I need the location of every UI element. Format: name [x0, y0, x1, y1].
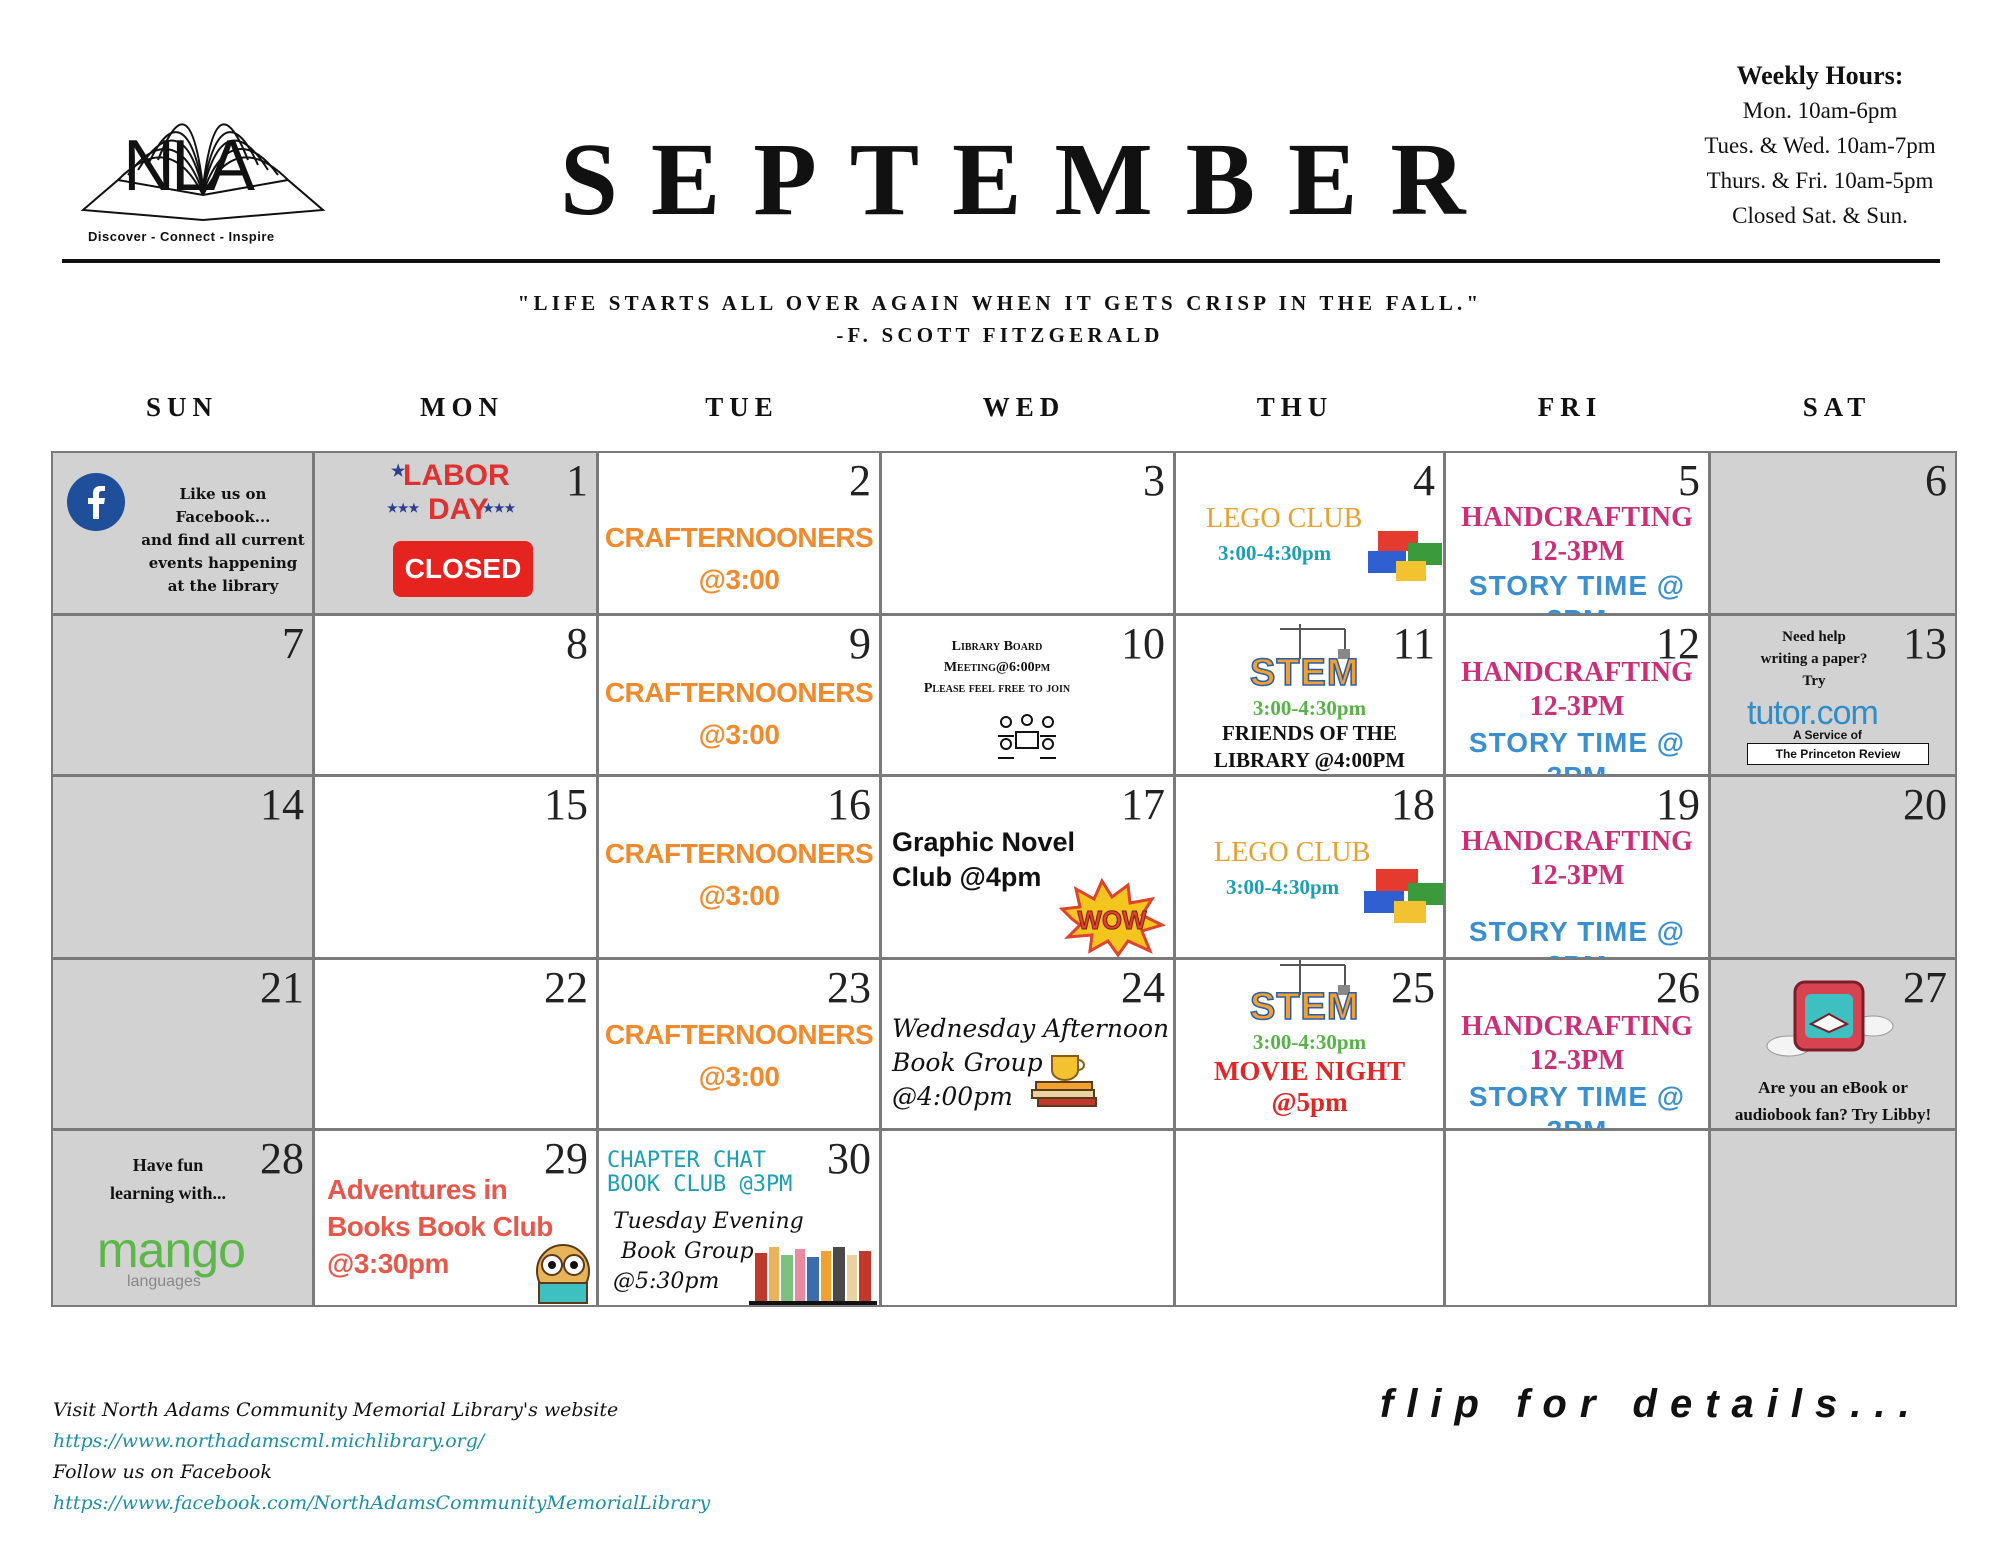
- day-cell-25: [1174, 958, 1445, 1130]
- event-line: Club @4pm: [892, 862, 1042, 892]
- day-number: 16: [827, 780, 871, 829]
- day-cell-23: [597, 958, 881, 1130]
- tutor-subtitle: A Service of: [1793, 728, 1862, 742]
- handcrafting-time: 12-3PM: [1529, 536, 1625, 567]
- event-line: LIBRARY @4:00PM: [1213, 748, 1406, 772]
- event-line: Meeting@6:00pm: [943, 660, 1051, 675]
- quote-text: "LIFE STARTS ALL OVER AGAIN WHEN IT GETS CRISP IN THE FALL.": [517, 291, 1483, 315]
- day-cell-21: [51, 958, 314, 1130]
- event-line: Tuesday Evening: [613, 1209, 804, 1234]
- day-number: 11: [1392, 619, 1435, 668]
- day-cell-18: [1174, 775, 1445, 959]
- day-number: 9: [849, 619, 871, 668]
- lego-club-time: 3:00-4:30pm: [1226, 875, 1340, 899]
- weekday-tue: TUE: [705, 392, 779, 422]
- day-cell-11: [1174, 614, 1445, 776]
- event-line: Graphic Novel: [892, 827, 1076, 857]
- day-number: 28: [260, 1134, 304, 1183]
- day-number: 2: [849, 456, 871, 505]
- friends-of-library: [1176, 720, 1443, 774]
- event-line: audiobook fan? Try Libby!: [1734, 1105, 1932, 1124]
- website-link[interactable]: https://www.northadamscml.michlibrary.org/: [53, 1430, 485, 1452]
- day-cell-24: [880, 958, 1175, 1130]
- stem-logo: [1250, 986, 1360, 1029]
- star-icon: ★: [391, 463, 406, 480]
- wow-burst-icon: [1062, 881, 1162, 955]
- day-cell-empty: [1444, 1129, 1710, 1307]
- story-time-label: STORY TIME @: [1468, 916, 1686, 947]
- day-number: 14: [260, 780, 304, 829]
- crafternooners-label: CRAFTERNOONERS: [604, 838, 874, 869]
- day-number: 27: [1903, 963, 1947, 1012]
- story-time-label: STORY TIME @: [1468, 727, 1686, 758]
- weekday-sat: SAT: [1802, 392, 1872, 422]
- weekday-fri: FRI: [1537, 392, 1603, 422]
- handcrafting-label: HANDCRAFTING: [1461, 826, 1693, 857]
- stem-logo: [1250, 652, 1360, 695]
- day-cell-8: [313, 614, 598, 776]
- graphic-novel-club: [892, 825, 1075, 895]
- day-number: 6: [1925, 456, 1947, 505]
- promo-line: Facebook...: [175, 508, 271, 526]
- day-number: 8: [566, 619, 588, 668]
- day-cell-facebook: [51, 451, 314, 615]
- day-cell-4: [1174, 451, 1445, 615]
- day-number: 17: [1121, 780, 1165, 829]
- logo-tagline: Discover - Connect - Inspire: [88, 229, 275, 244]
- weekday-mon: MON: [420, 392, 504, 422]
- handcrafting-time: 12-3PM: [1529, 1045, 1625, 1076]
- event-line: MOVIE NIGHT: [1213, 1056, 1406, 1086]
- weekday-sun: SUN: [145, 392, 218, 422]
- website-label: Visit North Adams Community Memorial Library's website: [53, 1399, 619, 1421]
- event-line: Are you an eBook or: [1758, 1078, 1908, 1097]
- day-cell-empty: [1709, 1129, 1957, 1307]
- weekday-wed: WED: [982, 392, 1066, 422]
- event-line: Try: [1802, 673, 1826, 689]
- weekly-hours: [1660, 58, 1980, 233]
- day-cell-9: [597, 614, 881, 776]
- tutor-prompt: [1749, 626, 1879, 692]
- day-number: 15: [544, 780, 588, 829]
- event-line: @3:30pm: [327, 1248, 449, 1279]
- day-number: 29: [544, 1134, 588, 1183]
- day-cell-17: [880, 775, 1175, 959]
- day-cell-16: [597, 775, 881, 959]
- crafternooners-time: @3:00: [698, 880, 780, 911]
- promo-line: Like us on: [179, 485, 267, 503]
- day-number: 26: [1656, 963, 1700, 1012]
- event-line: learning with...: [109, 1183, 226, 1203]
- weekday-header-row: [52, 392, 1957, 432]
- event-line: FRIENDS OF THE: [1221, 721, 1398, 745]
- event-line: @5:30pm: [613, 1269, 720, 1294]
- event-line: Have fun: [132, 1155, 204, 1175]
- day-cell-26: [1444, 958, 1710, 1130]
- event-line: Please feel free to join: [923, 681, 1071, 696]
- day-cell-12: [1444, 614, 1710, 776]
- logo-text: NLA: [123, 126, 252, 206]
- flip-for-details: flip for details...: [1380, 1382, 1923, 1426]
- lego-bricks-icon: [1364, 861, 1446, 925]
- stem-text: STEM: [1250, 986, 1360, 1028]
- day-cell-14: [51, 775, 314, 959]
- day-cell-20: [1709, 775, 1957, 959]
- chapter-chat-book-club: [607, 1149, 792, 1197]
- crafternooners-label: CRAFTERNOONERS: [604, 1019, 874, 1050]
- event-line: Adventures in: [327, 1174, 508, 1205]
- weekday-thu: THU: [1256, 392, 1334, 422]
- lego-bricks-icon: [1368, 523, 1446, 583]
- day-number: 22: [544, 963, 588, 1012]
- day-cell-6: [1709, 451, 1957, 615]
- day-cell-empty: [880, 1129, 1175, 1307]
- library-logo: [78, 95, 328, 245]
- facebook-label: Follow us on Facebook: [53, 1461, 272, 1483]
- day-number: 7: [282, 619, 304, 668]
- facebook-icon[interactable]: [67, 473, 125, 531]
- calendar-grid: [52, 452, 1957, 1307]
- crafternooners-label: CRAFTERNOONERS: [604, 677, 874, 708]
- day-number: 21: [260, 963, 304, 1012]
- promo-line: and find all current: [141, 531, 305, 549]
- day-cell-10: [880, 614, 1175, 776]
- day-number: 23: [827, 963, 871, 1012]
- bookshelf-icon: [749, 1243, 877, 1305]
- day-number: 13: [1903, 619, 1947, 668]
- libby-promo: [1711, 1074, 1955, 1128]
- day-cell-19: [1444, 775, 1710, 959]
- handcrafting-time: 12-3PM: [1529, 691, 1625, 722]
- day-number: 24: [1121, 963, 1165, 1012]
- promo-line: at the library: [167, 577, 279, 595]
- event-line: @5pm: [1271, 1087, 1348, 1117]
- princeton-review-logo: The Princeton Review: [1747, 743, 1929, 765]
- day-number: 20: [1903, 780, 1947, 829]
- lego-club-time: 3:00-4:30pm: [1218, 541, 1332, 565]
- day-cell-1: [313, 451, 598, 615]
- stem-time: 3:00-4:30pm: [1252, 696, 1367, 720]
- crafternooners-label: CRAFTERNOONERS: [604, 522, 874, 553]
- day-cell-15: [313, 775, 598, 959]
- hours-line: Mon. 10am-6pm: [1742, 98, 1898, 123]
- header-divider: [62, 259, 1940, 263]
- quote: [0, 287, 2000, 351]
- day-cell-13: [1709, 614, 1957, 776]
- day-cell-29: [313, 1129, 598, 1307]
- labor-day-text: DAY: [428, 493, 489, 526]
- handcrafting-label: HANDCRAFTING: [1461, 502, 1693, 533]
- event-line: Need help: [1782, 629, 1846, 645]
- crafternooners-time: @3:00: [698, 719, 780, 750]
- handcrafting-label: HANDCRAFTING: [1461, 1011, 1693, 1042]
- day-number: 5: [1678, 456, 1700, 505]
- event-line: CHAPTER CHAT: [607, 1148, 766, 1173]
- day-cell-3: [880, 451, 1175, 615]
- hours-line: Thurs. & Fri. 10am-5pm: [1706, 168, 1934, 193]
- event-line: Books Book Club: [327, 1211, 553, 1242]
- day-number: 4: [1413, 456, 1435, 505]
- day-cell-28: [51, 1129, 314, 1307]
- day-number: 18: [1391, 780, 1435, 829]
- handcrafting-label: HANDCRAFTING: [1461, 657, 1693, 688]
- day-number: 10: [1121, 619, 1165, 668]
- mango-logo: mango: [97, 1222, 245, 1278]
- day-cell-7: [51, 614, 314, 776]
- month-title: SEPTEMBER: [560, 122, 1499, 237]
- day-number: 25: [1391, 963, 1435, 1012]
- day-cell-empty: [1174, 1129, 1445, 1307]
- library-board-meeting: [902, 636, 1092, 699]
- lego-club-label: LEGO CLUB: [1206, 503, 1363, 534]
- wednesday-book-group: [892, 1012, 1169, 1114]
- star-icon: ★★★: [387, 501, 420, 515]
- adventures-book-club: [327, 1171, 553, 1282]
- crafternooners-time: @3:00: [698, 564, 780, 595]
- day-cell-5: [1444, 451, 1710, 615]
- event-line: BOOK CLUB @3PM: [607, 1172, 793, 1197]
- crafternooners-time: @3:00: [698, 1061, 780, 1092]
- hours-line: Closed Sat. & Sun.: [1732, 203, 1908, 228]
- books-coffee-icon: [1032, 1052, 1102, 1112]
- day-number: 1: [566, 456, 588, 505]
- libby-app-icon: [1765, 968, 1895, 1068]
- story-time-label: STORY TIME @: [1468, 1081, 1686, 1112]
- event-line: Book Group: [892, 1048, 1043, 1077]
- lego-club-label: LEGO CLUB: [1214, 837, 1371, 868]
- wow-text: WOW: [1077, 905, 1147, 935]
- stem-time: 3:00-4:30pm: [1252, 1030, 1367, 1054]
- day-cell-22: [313, 958, 598, 1130]
- day-cell-30: [597, 1129, 881, 1307]
- mango-prompt: [93, 1151, 243, 1207]
- story-time-label: STORY TIME @: [1468, 570, 1686, 601]
- day-number: 12: [1656, 619, 1700, 668]
- event-line: writing a paper?: [1760, 651, 1868, 667]
- hours-heading: Weekly Hours:: [1736, 61, 1904, 90]
- event-line: Book Group: [621, 1239, 754, 1264]
- facebook-promo: [133, 483, 313, 598]
- facebook-link[interactable]: https://www.facebook.com/NorthAdamsCommunityMemorialLibrary: [53, 1492, 711, 1514]
- owl-reading-icon: [533, 1241, 593, 1305]
- star-icon: ★★★: [483, 501, 516, 515]
- stem-text: STEM: [1250, 652, 1360, 694]
- event-line: @4:00pm: [892, 1082, 1013, 1111]
- day-cell-2: [597, 451, 881, 615]
- footer-info: [53, 1395, 710, 1519]
- promo-line: events happening: [148, 554, 298, 572]
- hours-line: Tues. & Wed. 10am-7pm: [1704, 133, 1936, 158]
- event-line: Library Board: [951, 639, 1043, 654]
- quote-author: -F. SCOTT FITZGERALD: [836, 323, 1164, 347]
- day-number: 19: [1656, 780, 1700, 829]
- tutor-logo: tutor.com: [1747, 694, 1878, 732]
- day-cell-27: [1709, 958, 1957, 1130]
- closed-badge: CLOSED: [393, 541, 533, 597]
- day-number: 3: [1143, 456, 1165, 505]
- movie-night: [1176, 1056, 1443, 1118]
- handcrafting-time: 12-3PM: [1529, 860, 1625, 891]
- event-line: Wednesday Afternoon: [892, 1014, 1170, 1043]
- labor-day-text: LABOR: [403, 459, 510, 492]
- mango-subtitle: languages: [127, 1273, 201, 1290]
- day-number: 30: [827, 1134, 871, 1183]
- meeting-people-icon: [994, 712, 1060, 760]
